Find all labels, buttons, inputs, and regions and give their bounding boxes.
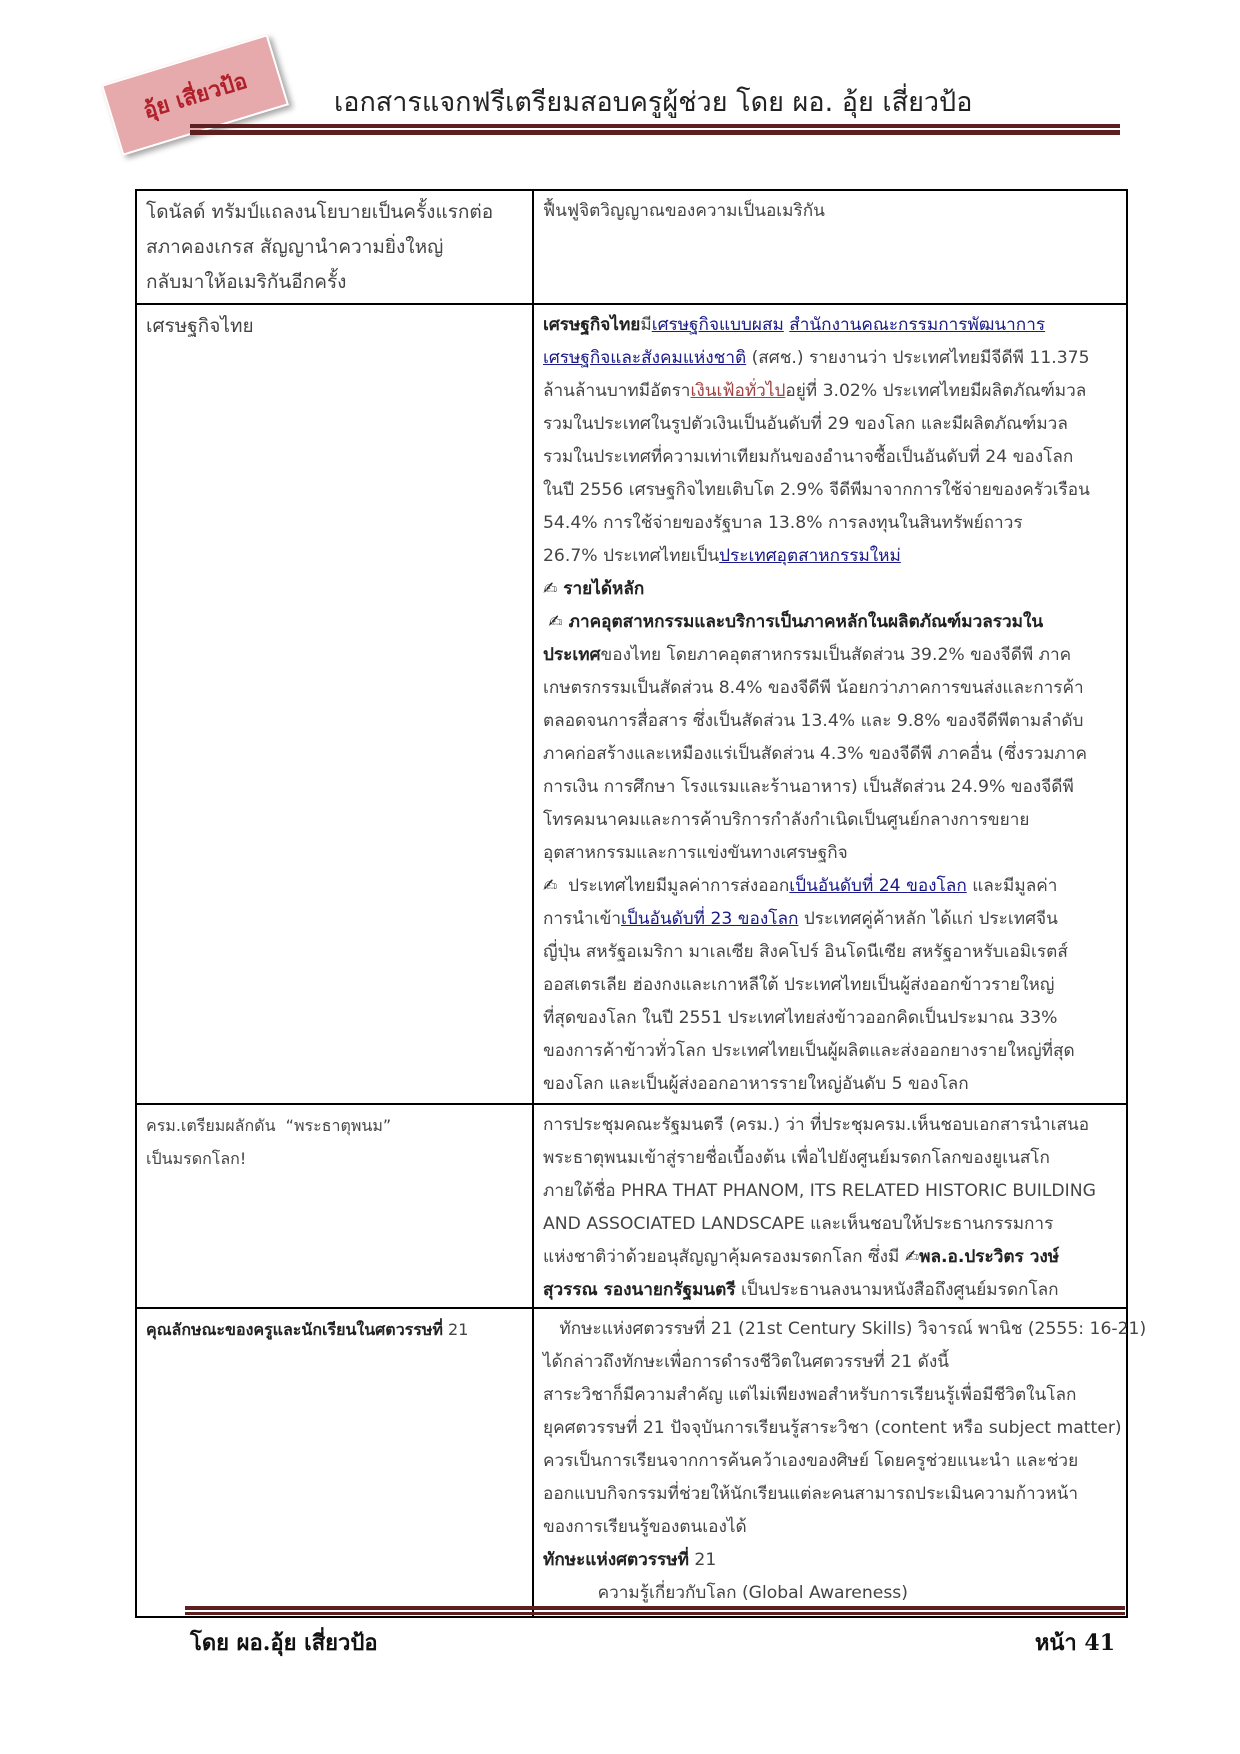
text: ความรู้เกี่ยวกับโลก (Global Awareness): [543, 1583, 908, 1603]
table-row: [136, 304, 1127, 1104]
footer-divider: [185, 1606, 1125, 1610]
text-line: [543, 573, 1118, 606]
text: สภาคองเกรส สัญญานำความยิ่งใหญ่: [146, 236, 444, 258]
text-line: [543, 672, 1118, 705]
hyperlink[interactable]: เป็นอันดับที่ 23 ของโลก: [620, 909, 799, 929]
text: ยุคศตวรรษที่ 21 ปัจจุบันการเรียนรู้สาระวิชา (content หรือ subject matter): [543, 1418, 1122, 1438]
text: ของไทย โดยภาคอุตสาหกรรมเป็นสัดส่วน 39.2% ของจีดีพี ภาค: [600, 645, 1072, 665]
text: ทักษะแห่งศตวรรษที่ 21 (21st Century Skills) วิจารณ์ พานิช (2555: 16-21): [543, 1319, 1147, 1339]
text: ญี่ปุ่น สหรัฐอเมริกา มาเลเซีย สิงคโปร์ อินโดนีเซีย สหรัฐอาหรับเอมิเรตส์: [543, 942, 1068, 962]
text-line: [543, 1313, 1147, 1346]
text: เกษตรกรรมเป็นสัดส่วน 8.4% ของจีดีพี น้อยกว่าภาคการขนส่งและการค้า: [543, 678, 1084, 698]
text-line: [543, 507, 1118, 540]
header-divider: [190, 124, 1120, 128]
text: อุตสาหกรรมและการแข่งขันทางเศรษฐกิจ: [543, 843, 848, 863]
text: ประเทศคู่ค้าหลัก ได้แก่ ประเทศจีน: [798, 909, 1058, 929]
writing-hand-icon: ✍: [904, 1247, 920, 1267]
text-line: [543, 1379, 1118, 1412]
text: ฟื้นฟูจิตวิญญาณของความเป็นอเมริกัน: [543, 201, 825, 221]
text: 21: [688, 1550, 717, 1570]
detail-cell: [533, 304, 1127, 1104]
topic-cell: [136, 1104, 533, 1308]
text: มี: [640, 315, 652, 335]
text-line: [543, 804, 1118, 837]
text: ล้านล้านบาทมีอัตรา: [543, 381, 691, 401]
text: ภายใต้ชื่อ PHRA THAT PHANOM, ITS RELATED HISTORIC BUILDING: [543, 1181, 1096, 1201]
text: การประชุมคณะรัฐมนตรี (ครม.) ว่า ที่ประชุมครม.เห็นชอบเอกสารนำเสนอ: [543, 1115, 1090, 1135]
bold-text: รายได้หลัก: [557, 579, 645, 599]
logo-stamp: [101, 34, 289, 156]
text: อยู่ที่ 3.02% ประเทศไทยมีผลิตภัณฑ์มวล: [785, 381, 1087, 401]
text: (สศช.) รายงานว่า ประเทศไทยมีจีดีพี 11.375: [746, 348, 1090, 368]
text-line: [146, 1313, 524, 1346]
topic-cell: [136, 1308, 533, 1617]
text-line: [543, 1274, 1118, 1307]
bold-text: ประเทศ: [543, 645, 601, 665]
text-line: [543, 903, 1118, 936]
text-line: [543, 1002, 1118, 1035]
text-line: [543, 936, 1118, 969]
text-line: [543, 705, 1118, 738]
topic-cell: [136, 190, 533, 304]
text-line: [543, 309, 1118, 342]
text-line: [543, 1544, 1118, 1577]
writing-hand-icon: ✍: [543, 612, 563, 632]
text: ได้กล่าวถึงทักษะเพื่อการดำรงชีวิตในศตวรรษที่ 21 ดังนี้: [543, 1352, 949, 1372]
text-line: [146, 1109, 524, 1142]
topic-cell: [136, 304, 533, 1104]
text: เป็นมรดกโลก!: [146, 1149, 247, 1168]
table-row: [136, 1104, 1127, 1308]
header-title: เอกสารแจกฟรีเตรียมสอบครูผู้ช่วย โดย ผอ. อุ้ย เสี่ยวป้อ: [334, 87, 973, 118]
text-line: [543, 870, 1118, 903]
text: แห่งชาติว่าด้วยอนุสัญญาคุ้มครองมรดกโลก ซึ่งมี: [543, 1247, 905, 1267]
writing-hand-icon: ✍: [543, 579, 558, 599]
text-line: [543, 1068, 1118, 1101]
text-line: [543, 639, 1118, 672]
bold-text: สุวรรณ รองนายกรัฐมนตรี: [543, 1280, 736, 1300]
text-line: [543, 1208, 1118, 1241]
text-line: [543, 1511, 1118, 1544]
text: ภาคก่อสร้างและเหมืองแร่เป็นสัดส่วน 4.3% ของจีดีพี ภาคอื่น (ซึ่งรวมภาค: [543, 744, 1087, 764]
bold-text: ทักษะแห่งศตวรรษที่: [543, 1550, 689, 1570]
text: โดนัลด์ ทรัมป์แถลงนโยบายเป็นครั้งแรกต่อ: [146, 201, 494, 223]
bold-text: ภาคอุตสาหกรรมและบริการเป็นภาคหลักในผลิตภัณฑ์มวลรวมใน: [562, 612, 1044, 632]
text: ครม.เตรียมผลักดัน “พระธาตุพนม”: [146, 1116, 392, 1135]
bold-text: คุณลักษณะของครูและนักเรียนในศตวรรษที่: [146, 1320, 443, 1339]
text: ควรเป็นการเรียนจากการค้นคว้าเองของศิษย์ โดยครูช่วยแนะนำ และช่วย: [543, 1451, 1079, 1471]
text: ตลอดจนการสื่อสาร ซึ่งเป็นสัดส่วน 13.4% และ 9.8% ของจีดีพีตามลำดับ: [543, 711, 1084, 731]
text: 54.4% การใช้จ่ายของรัฐบาล 13.8% การลงทุนในสินทรัพย์ถาวร: [543, 513, 1023, 533]
text: ที่สุดของโลก ในปี 2551 ประเทศไทยส่งข้าวออกคิดเป็นประมาณ 33%: [543, 1008, 1058, 1028]
table-row: [136, 190, 1127, 304]
text-line: [543, 1412, 1122, 1445]
hyperlink[interactable]: เศรษฐกิจและสังคมแห่งชาติ: [543, 348, 747, 368]
text: พระธาตุพนมเข้าสู่รายชื่อเบื้องต้น เพื่อไปยังศูนย์มรดกโลกของยูเนสโก: [543, 1148, 1050, 1168]
text-line: [146, 1142, 524, 1175]
text-line: [543, 1445, 1118, 1478]
text: AND ASSOCIATED LANDSCAPE และเห็นชอบให้ประธานกรรมการ: [543, 1214, 1054, 1234]
text-line: [543, 1346, 1118, 1379]
text-line: [146, 309, 524, 344]
text: กลับมาให้อเมริกันอีกครั้ง: [146, 271, 347, 293]
bold-text: พล.อ.ประวิตร วงษ์: [919, 1247, 1060, 1267]
text-line: [543, 195, 1118, 228]
text-line: [543, 1241, 1118, 1274]
text-line: [543, 540, 1118, 573]
text: การนำเข้า: [543, 909, 621, 929]
detail-cell: [533, 190, 1127, 304]
footer-author: โดย ผอ.อุ้ย เสี่ยวป้อ: [190, 1630, 378, 1656]
page-number: หน้า 41: [1034, 1630, 1115, 1656]
text: ในปี 2556 เศรษฐกิจไทยเติบโต 2.9% จีดีพีมาจากการใช้จ่ายของครัวเรือน: [543, 480, 1090, 500]
text: ออสเตรเลีย ฮ่องกงและเกาหลีใต้ ประเทศไทยเป็นผู้ส่งออกข้าวรายใหญ่: [543, 975, 1055, 995]
text: โทรคมนาคมและการค้าบริการกำลังกำเนิดเป็นศูนย์กลางการขยาย: [543, 810, 1030, 830]
text-line: [543, 441, 1118, 474]
footer-divider: [185, 1612, 1125, 1615]
text-line: [543, 1035, 1118, 1068]
text-line: [543, 771, 1118, 804]
table-row: [136, 1308, 1127, 1617]
text: และมีมูลค่า: [966, 876, 1058, 896]
text: การเงิน การศึกษา โรงแรมและร้านอาหาร) เป็นสัดส่วน 24.9% ของจีดีพี: [543, 777, 1074, 797]
text: 21: [442, 1320, 469, 1339]
text-line: [543, 1478, 1118, 1511]
text: สาระวิชาก็มีความสำคัญ แต่ไม่เพียงพอสำหรับการเรียนรู้เพื่อมีชีวิตในโลก: [543, 1385, 1077, 1405]
text: 26.7% ประเทศไทยเป็น: [543, 546, 720, 566]
writing-hand-icon: ✍: [543, 876, 558, 896]
text-line: [146, 230, 524, 265]
hyperlink[interactable]: เศรษฐกิจแบบผสม: [651, 315, 784, 335]
text: เศรษฐกิจไทย: [146, 315, 254, 337]
text: เป็นประธานลงนามหนังสือถึงศูนย์มรดกโลก: [735, 1280, 1059, 1300]
hyperlink[interactable]: เป็นอันดับที่ 24 ของโลก: [789, 876, 967, 896]
hyperlink[interactable]: สำนักงานคณะกรรมการพัฒนาการ: [789, 315, 1046, 335]
header-divider: [190, 130, 1120, 135]
text: ออกแบบกิจกรรมที่ช่วยให้นักเรียนแต่ละคนสามารถประเมินความก้าวหน้า: [543, 1484, 1079, 1504]
text-line: [146, 195, 524, 230]
text: ประเทศไทยมีมูลค่าการส่งออก: [557, 876, 790, 896]
text-line: [543, 738, 1118, 771]
text-line: [543, 408, 1118, 441]
bold-text: เศรษฐกิจไทย: [543, 315, 641, 335]
text: รวมในประเทศในรูปตัวเงินเป็นอันดับที่ 29 ของโลก และมีผลิตภัณฑ์มวล: [543, 414, 1068, 434]
text-line: [543, 1142, 1118, 1175]
text-line: [543, 474, 1118, 507]
text: ของการค้าข้าวทั่วโลก ประเทศไทยเป็นผู้ผลิตและส่งออกยางรายใหญ่ที่สุด: [543, 1041, 1075, 1061]
content-table: [135, 189, 1147, 1618]
text-line: [543, 606, 1118, 639]
detail-cell: [533, 1308, 1147, 1617]
text-line: [543, 1175, 1118, 1208]
hyperlink[interactable]: ประเทศอุตสาหกรรมใหม่: [719, 546, 901, 566]
text: ของการเรียนรู้ของตนเองได้: [543, 1517, 747, 1537]
text-line: [543, 969, 1118, 1002]
text-line: [543, 837, 1118, 870]
logo-text: อุ้ย เสี่ยวป้อ: [140, 67, 251, 124]
text-line: [146, 265, 524, 300]
text-line: [543, 375, 1118, 408]
detail-cell: [533, 1104, 1127, 1308]
hyperlink[interactable]: เงินเฟ้อทั่วไป: [690, 381, 786, 401]
text-line: [543, 342, 1118, 375]
text-line: [543, 1109, 1118, 1142]
text: รวมในประเทศที่ความเท่าเทียมกันของอำนาจซื้อเป็นอันดับที่ 24 ของโลก: [543, 447, 1074, 467]
text: ของโลก และเป็นผู้ส่งออกอาหารรายใหญ่อันดับ 5 ของโลก: [543, 1074, 969, 1094]
